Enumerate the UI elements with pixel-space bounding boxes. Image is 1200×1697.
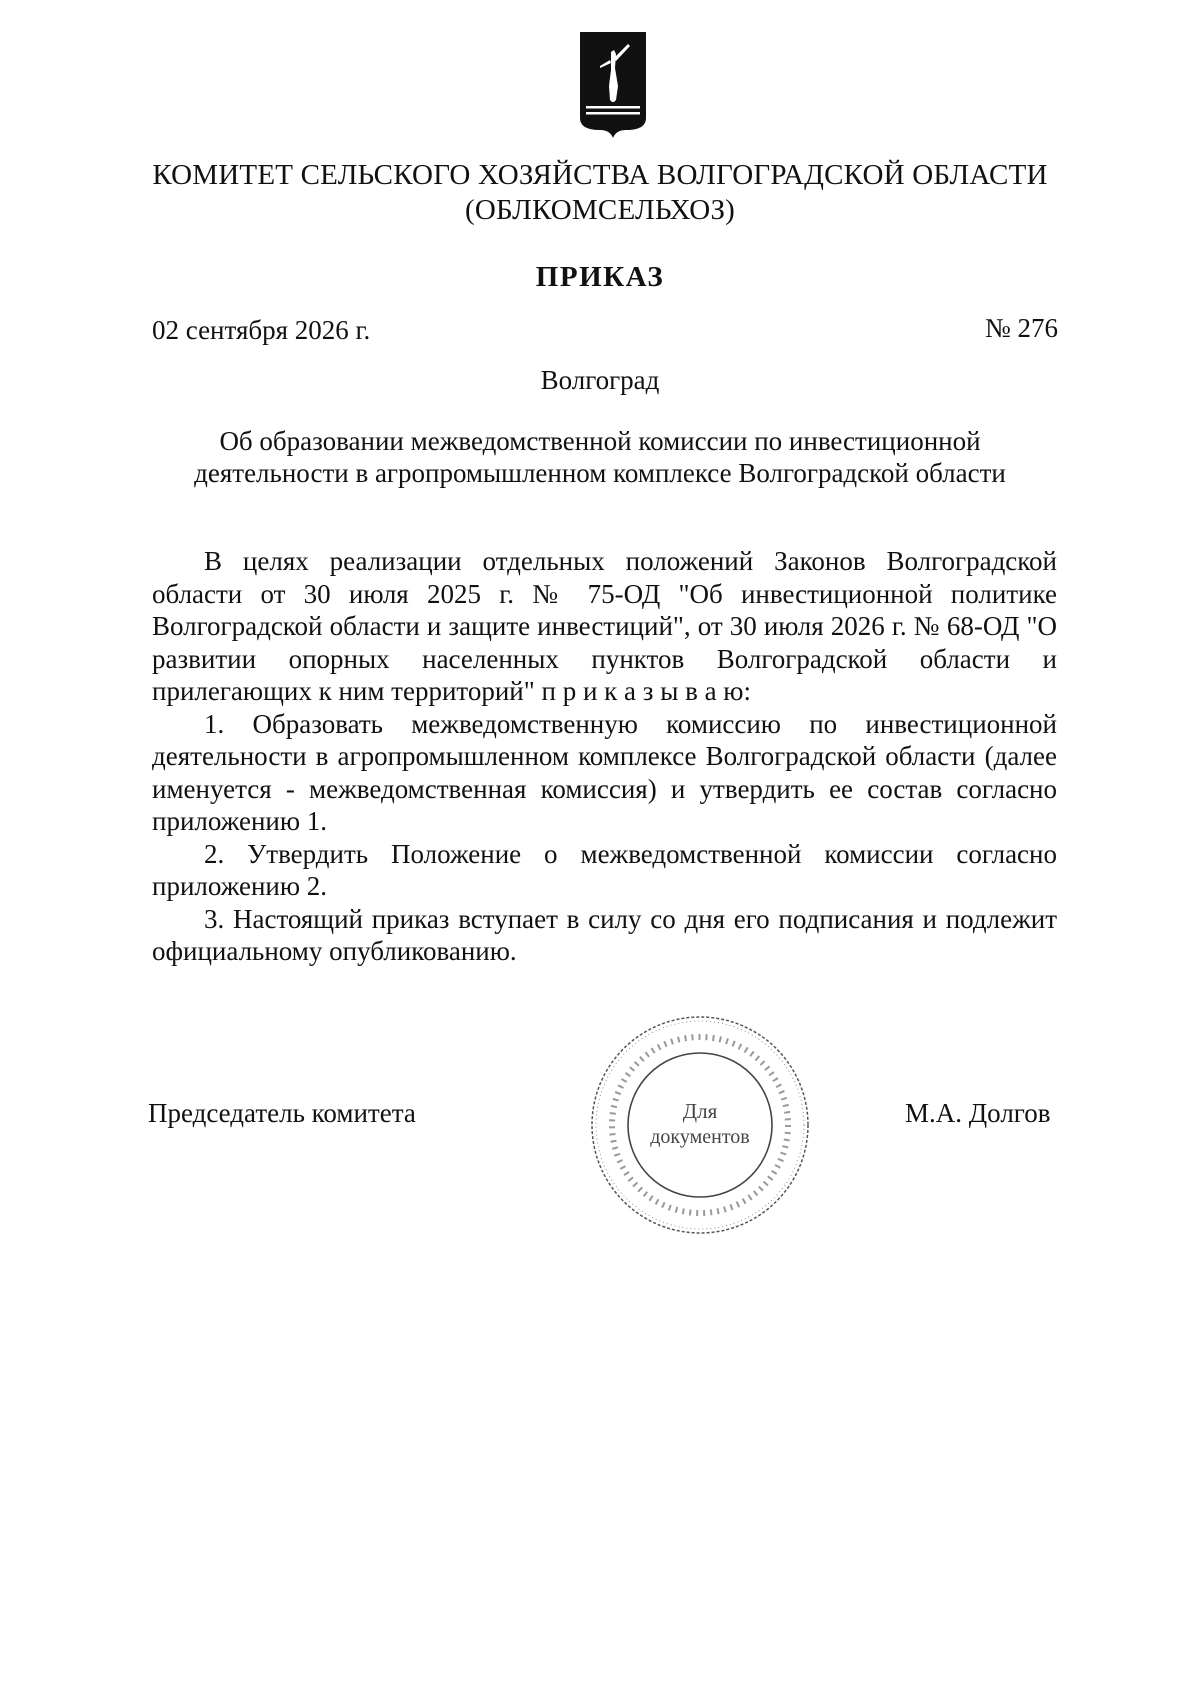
document-subject (0, 425, 1200, 489)
stamp-center-line2: документов (650, 1126, 750, 1148)
document-type: ПРИКАЗ (535, 261, 665, 293)
organization-name-line1: КОМИТЕТ СЕЛЬСКОГО ХОЗЯЙСТВА ВОЛГОГРАДСКОЙ ОБЛАСТИ (152, 159, 1048, 191)
document-city: Волгоград (540, 365, 660, 395)
body-item-3: 3. Настоящий приказ вступает в силу со дня его подписания и подлежит официальному опубликованию. (152, 903, 1057, 966)
body-preamble: В целях реализации отдельных положений Законов Волгоградской области от 30 июля 2025 г. № 75-ОД "Об инвестиционной политике Волгоградской области и защите инвестиций", от 30 июля 2026 г. № 68-ОД "О развитии опорных населенных пунктов Волгоградской области и прилегающих к ним территорий" п р и к а з ы в а ю: (152, 546, 1057, 706)
body-item-1: 1. Образовать межведомственную комиссию по инвестиционной деятельности в агропромышленном комплексе Волгоградской области (далее именуется - межведомственная комиссия) и утвердить ее состав согласно приложению 1. (152, 708, 1057, 836)
document-number: № 276 (984, 313, 1058, 343)
signatory-title: Председатель комитета (148, 1098, 416, 1128)
subject-line2: деятельности в агропромышленном комплексе Волгоградской области (194, 458, 1006, 488)
stamp-center-line1: Для (682, 1099, 718, 1123)
coat-of-arms-icon (578, 30, 648, 140)
document-date: 02 сентября 2026 г. (152, 315, 371, 345)
organization-name (0, 158, 1200, 228)
document-body (152, 545, 1057, 968)
body-item-2: 2. Утвердить Положение о межведомственной комиссии согласно приложению 2. (152, 838, 1057, 901)
stamp-icon (585, 1010, 815, 1240)
organization-name-line2: (ОБЛКОМСЕЛЬХОЗ) (464, 194, 736, 226)
subject-line1: Об образовании межведомственной комиссии по инвестиционной (219, 426, 981, 456)
signatory-name: М.А. Долгов (905, 1098, 1051, 1128)
